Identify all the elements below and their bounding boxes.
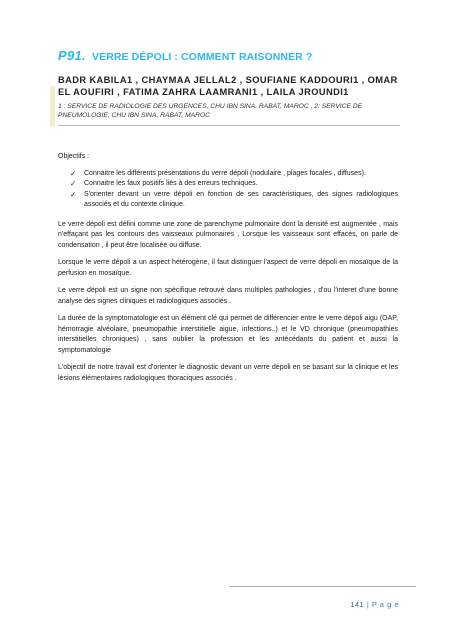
- objective-item: [70, 179, 398, 190]
- objective-text: Connaitre les différents présentations du verre dépoli (nodulaire , plages focales , diffuses).: [84, 169, 366, 177]
- page-separator: |: [366, 600, 370, 609]
- body-paragraph: Lorsque le verre dépoli a un aspect hétérogène, il faut distinguer l'aspect de verre dépoli en mosaïque de la perfusion en mosaïque.: [58, 259, 398, 277]
- check-mark-icon: ✓: [70, 179, 77, 188]
- abstract-header: [58, 49, 400, 126]
- author-list: BADR KABILA1 , CHAYMAA JELLAL2 , SOUFIANE KADDOURI1 , OMAR EL AOUFIRI , FATIMA ZAHRA LAAMRANI1 , LAILA JROUNDI1: [58, 75, 398, 97]
- abstract-title-text: VERRE DÉPOLI : COMMENT RAISONNER ?: [91, 51, 313, 63]
- body-paragraph: La durée de la symptomatologie est un élément clé qui permet de différencier entre le verre dépoli aigu (OAP, hémorragie alvéolaire, pneumopathie interstitielle aigue, infections..) et le VD chronique (pneumopathies interstitielles chroniques) , sans oublier la profession et les antécédants du patient et aussi la symptomatologie: [58, 315, 398, 354]
- footer-rule: [230, 586, 416, 587]
- objective-item: [70, 190, 398, 211]
- page-label: P a g e: [371, 600, 399, 609]
- abstract-body: [58, 152, 398, 391]
- objectives-list: [58, 169, 398, 211]
- body-paragraph: Le verre dépoli est un signe non spécifique retrouvé dans multiples pathologies , d'ou l'interet d'une bonne analyse des signes cliniques et radiologiques associés .: [58, 287, 398, 305]
- body-paragraph: Le verre dépoli est défini comme une zone de parenchyme pulmonaire dont la densité est augmentée , mais n'effaçant pas les contours des vaisseaux pulmonaires , Lorsque les vaisseaux sont effacés, on parle de condensation , il peut être localisée ou diffuse.: [58, 220, 398, 249]
- page-number-value: 141: [350, 600, 365, 609]
- page-number: [350, 600, 399, 609]
- abstract-code: P91.: [58, 48, 86, 63]
- affiliations: 1 : SERVICE DE RADIOLOGIE DES URGENCES, CHU IBN SINA, RABAT, MAROC , 2: SERVICE DE PNEUMOLOGIE, CHU IBN SINA, RABAT, MAROC: [58, 102, 400, 126]
- objective-text: S'orienter devant un verre dépoli en fonction de ses caractéristiques, des signes radiologiques associés et du contexte clinique.: [84, 190, 398, 208]
- objective-item: [70, 169, 398, 180]
- accent-bar: [50, 86, 55, 126]
- check-mark-icon: ✓: [70, 189, 77, 199]
- check-mark-icon: ✓: [70, 168, 77, 178]
- objectives-heading: Objectifs :: [58, 153, 90, 160]
- objective-text: Connaitre les faux positifs liés à des erreurs techniques.: [84, 180, 258, 187]
- body-paragraph: L'objectif de notre travail est d'orienter le diagnostic devant un verre dépoli en se basant sur la clinique et les lésions élémentaires radiologiques thoraciques associés .: [58, 364, 398, 382]
- abstract-title: [58, 49, 400, 64]
